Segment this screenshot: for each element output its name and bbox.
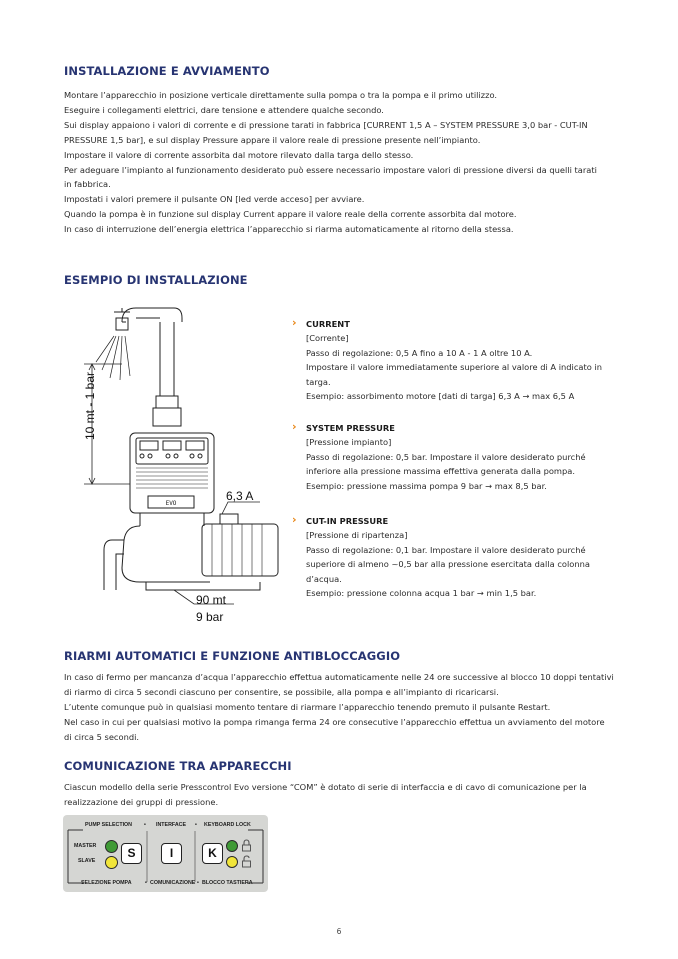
keyboard-lock-key[interactable]: K <box>202 843 223 864</box>
text-line: in fabbrica. <box>64 179 111 190</box>
text-line: Eseguire i collegamenti elettrici, dare tensione e attendere qualche secondo. <box>64 104 384 115</box>
text-line: In caso di fermo per mancanza d’acqua l’apparecchio effettua automaticamente nelle 24 ore successive al blocco 10 doppi tentativi <box>64 672 614 682</box>
lock-led-green <box>226 840 238 852</box>
separator-dot: • <box>195 822 197 828</box>
height-label: 10 mt - 1 bar <box>83 371 97 440</box>
text-line: realizzazione dei gruppi di pressione. <box>64 796 219 807</box>
text-line: Sui display appaiono i valori di corrente e di pressione tarati in fabbrica [CURRENT 1,5 A – SYSTEM PRESSURE 3,0 bar - CUT-IN <box>64 119 588 130</box>
current-label: 6,3 A <box>226 489 254 503</box>
page-number: 6 <box>336 927 342 936</box>
slave-label: SLAVE <box>78 858 96 864</box>
text-line: Per adeguare l’impianto al funzionamento desiderato può essere necessario impostare valori di pressione diversi da quelli tarati <box>64 164 597 175</box>
spec-cut-in-pressure <box>292 514 622 600</box>
heading-comunicazione: COMUNICAZIONE TRA APPARECCHI <box>64 759 292 773</box>
lock-led-yellow <box>226 856 238 868</box>
lock-open-icon <box>241 855 252 868</box>
spec-title: › SYSTEM PRESSURE <box>292 420 395 433</box>
chevron-right-icon: › <box>292 513 297 526</box>
pump-selection-label: PUMP SELECTION <box>85 822 132 828</box>
text-line: In caso di interruzione dell’energia elettrica l’apparecchio si riarma automaticamente al ritorno della stessa. <box>64 224 514 235</box>
separator-dot: • <box>145 880 147 886</box>
spec-line: Passo di regolazione: 0,1 bar. Impostare il valore desiderato purché <box>306 544 586 555</box>
spec-current <box>292 317 622 403</box>
heading-esempio: ESEMPIO DI INSTALLAZIONE <box>64 273 248 287</box>
master-led <box>105 840 118 853</box>
spec-line: Impostare il valore immediatamente superiore al valore di A indicato in <box>306 362 603 373</box>
text-line: Montare l’apparecchio in posizione verticale direttamente sulla pompa o tra la pompa e il primo utilizzo. <box>64 90 498 100</box>
spec-line: Esempio: pressione massima pompa 9 bar → max 8,5 bar. <box>306 480 547 491</box>
spec-line: Passo di regolazione: 0,5 bar. Impostare il valore desiderato purché <box>306 451 586 462</box>
spec-title: › CURRENT <box>292 316 350 329</box>
spec-line: Esempio: pressione colonna acqua 1 bar → min 1,5 bar. <box>306 588 537 599</box>
spec-system-pressure <box>292 421 622 493</box>
text-line: Impostati i valori premere il pulsante ON [led verde acceso] per avviare. <box>64 194 365 205</box>
text-line: Impostare il valore di corrente assorbita dal motore rilevato dalla targa dello stesso. <box>64 149 414 160</box>
text-line: Ciascun modello della serie Presscontrol Evo versione “COM” è dotato di serie di interfaccia e di cavo di comunicazione per la <box>64 782 587 792</box>
lock-closed-icon <box>241 839 252 852</box>
text-line: Quando la pompa è in funzione sul display Current appare il valore reale della corrente assorbita dal motore. <box>64 209 517 220</box>
separator-dot: • <box>144 822 146 828</box>
text-line: L’utente comunque può in qualsiasi momento tentare di riarmare l’apparecchio tenendo premuto il pulsante Restart. <box>64 701 551 712</box>
chevron-right-icon: › <box>292 420 297 433</box>
spec-line: inferiore alla pressione massima effettiva generata dalla pompa. <box>306 466 575 477</box>
depth-label: 90 mt <box>196 593 227 607</box>
master-label: MASTER <box>74 843 97 849</box>
spec-line: [Pressione di ripartenza] <box>306 530 408 541</box>
separator-dot: • <box>197 880 199 886</box>
spec-line: [Pressione impianto] <box>306 437 392 448</box>
paragraph-comunicazione <box>64 780 624 810</box>
interface-label: INTERFACE <box>156 822 187 828</box>
comunicazione-label: COMUNICAZIONE <box>150 880 196 886</box>
blocco-tastiera-label: BLOCCO TASTIERA <box>202 880 253 886</box>
spec-line: d’acqua. <box>306 573 342 584</box>
paragraph-installazione <box>64 88 624 237</box>
pressure-label: 9 bar <box>196 610 224 624</box>
interface-key[interactable]: I <box>161 843 182 864</box>
text-line: di riarmo di circa 5 secondi ciascuno per consentire, se possibile, alla pompa e all’impianto di ricaricarsi. <box>64 686 499 697</box>
keyboard-lock-label: KEYBOARD LOCK <box>204 822 251 828</box>
spec-line: superiore di almeno ~0,5 bar alla pressione esercitata dalla colonna <box>306 559 590 570</box>
paragraph-riarmi <box>64 670 624 745</box>
svg-text:EVO: EVO <box>165 500 177 507</box>
spec-line: targa. <box>306 376 331 387</box>
spec-title: › CUT-IN PRESSURE <box>292 513 389 526</box>
spec-line: [Corrente] <box>306 333 349 344</box>
text-line: PRESSURE 1,5 bar], e sul display Pressure appare il valore reale di pressione presente nell’impianto. <box>64 134 481 145</box>
chevron-right-icon: › <box>292 316 297 329</box>
spec-line: Esempio: assorbimento motore [dati di targa] 6,3 A → max 6,5 A <box>306 391 575 402</box>
pump-selection-key[interactable]: S <box>121 843 142 864</box>
spec-line: Passo di regolazione: 0,5 A fino a 10 A - 1 A oltre 10 A. <box>306 347 533 358</box>
text-line: di circa 5 secondi. <box>64 731 140 742</box>
text-line: Nel caso in cui per qualsiasi motivo la pompa rimanga ferma 24 ore consecutive l’apparecchio effettua un avviamento del motore <box>64 716 605 727</box>
interface-panel <box>63 815 268 892</box>
heading-installazione: INSTALLAZIONE E AVVIAMENTO <box>64 64 270 78</box>
slave-led <box>105 856 118 869</box>
selezione-pompa-label: SELEZIONE POMPA <box>81 880 132 886</box>
heading-riarmi: RIARMI AUTOMATICI E FUNZIONE ANTIBLOCCAGGIO <box>64 649 401 663</box>
installation-diagram <box>70 300 285 630</box>
